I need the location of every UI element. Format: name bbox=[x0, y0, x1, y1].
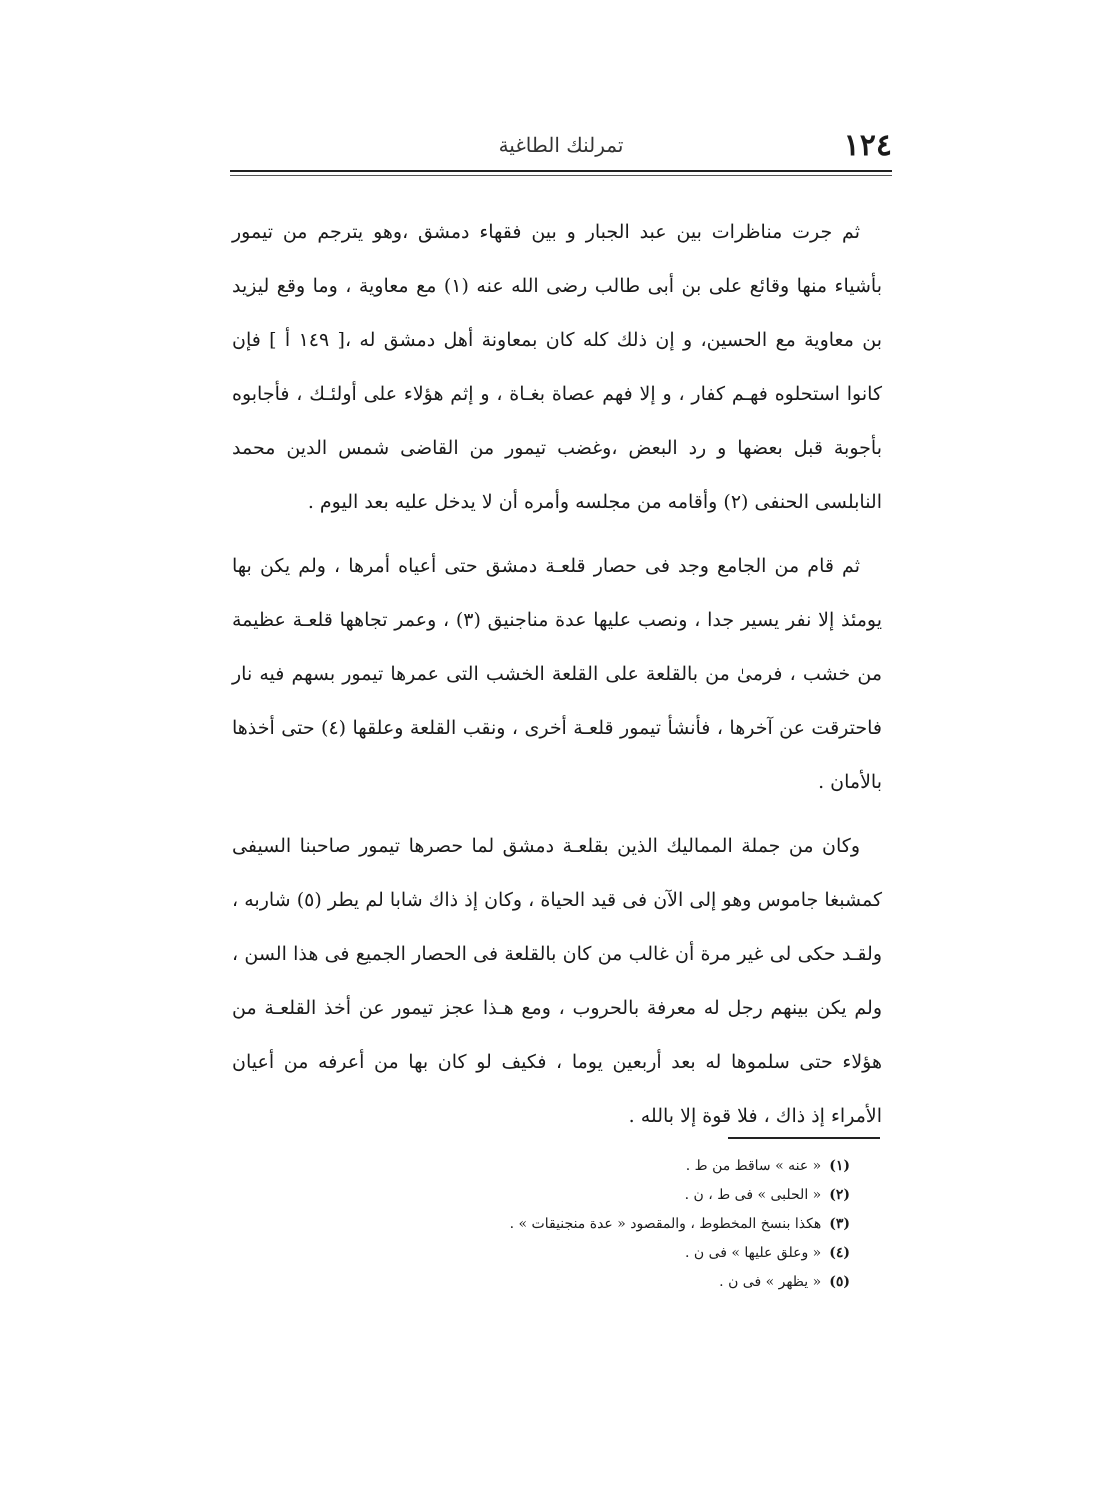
header-rule bbox=[230, 170, 892, 172]
footnote-text: « الحلبى » فى ط ، ن . bbox=[684, 1187, 822, 1203]
header-rule-thin bbox=[230, 175, 892, 176]
footnote-separator bbox=[728, 1137, 880, 1139]
footnote-number: (٥) bbox=[829, 1274, 850, 1290]
footnote-number: (٤) bbox=[829, 1245, 850, 1261]
running-title: تمرلنك الطاغية bbox=[498, 133, 624, 157]
paragraph-2: ثم قام من الجامع وجد فى حصار قلعـة دمشق حتى أعياه أمرها ، ولم يكن بها يومئذ إلا نفر يسير جدا ، ونصب عليها عدة مناجنيق (٣) ، وعمر تجاهها قلعـة عظيمة من خشب ، فرمىٰ من بالقلعة على القلعة الخشب التى عمرها تيمور بسهم فيه نار فاحترقت عن آخرها ، فأنشأ تيمور قلعـة أخرى ، ونقب القلعة وعلقها (٤) حتى أخذها بالأمان . bbox=[232, 555, 883, 793]
footnote-3 bbox=[420, 1210, 850, 1239]
footnote-5 bbox=[420, 1268, 850, 1297]
footnote-2 bbox=[420, 1181, 850, 1210]
paragraph-3: وكان من جملة المماليك الذين بقلعـة دمشق لما حصرها تيمور صاحبنا السيفى كمشبغا جاموس وهو إلى الآن فى قيد الحياة ، وكان إذ ذاك شابا لم يطر (٥) شاربه ، ولقـد حكى لى غير مرة أن غالب من كان بالقلعة فى الحصار الجميع فى هذا السن ، ولم يكن بينهم رجل له معرفة بالحروب ، ومع هـذا عجز تيمور عن أخذ القلعـة من هؤلاء حتى سلموها له بعد أربعين يوما ، فكيف لو كان بها من أعرفه من أعيان الأمراء إذ ذاك ، فلا قوة إلا بالله . bbox=[232, 835, 883, 1127]
footnote-text: « وعلق عليها » فى ن . bbox=[684, 1245, 822, 1261]
footnote-text: هكذا بنسخ المخطوط ، والمقصود « عدة منجنيقات » . bbox=[509, 1216, 822, 1232]
main-text bbox=[232, 205, 882, 1153]
page-header bbox=[230, 128, 892, 168]
footnote-number: (٣) bbox=[829, 1216, 850, 1232]
paragraph-1: ثم جرت مناظرات بين عبد الجبار و بين فقهاء دمشق ،وهو يترجم من تيمور بأشياء منها وقائع على بن أبى طالب رضى الله عنه (١) مع معاوية ، وما وقع ليزيد بن معاوية مع الحسين، و إن ذلك كله كان بمعاونة أهل دمشق له ،[ ١٤٩ أ ] فإن كانوا استحلوه فهـم كفار ، و إلا فهم عصاة بغـاة ، و إثم هؤلاء على أولئـك ، فأجابوه بأجوبة قبل بعضها و رد البعض ،وغضب تيمور من القاضى شمس الدين محمد النابلسى الحنفى (٢) وأقامه من مجلسه وأمره أن لا يدخل عليه بعد اليوم . bbox=[232, 221, 882, 513]
footnote-4 bbox=[420, 1239, 850, 1268]
footnote-number: (٢) bbox=[829, 1187, 850, 1203]
footnote-text: « عنه » ساقط من ط . bbox=[685, 1158, 822, 1174]
footnotes bbox=[420, 1152, 850, 1297]
footnote-1 bbox=[420, 1152, 850, 1181]
footnote-text: « يظهر » فى ن . bbox=[719, 1274, 822, 1290]
page-number: ١٢٤ bbox=[843, 128, 892, 163]
footnote-number: (١) bbox=[829, 1158, 850, 1174]
